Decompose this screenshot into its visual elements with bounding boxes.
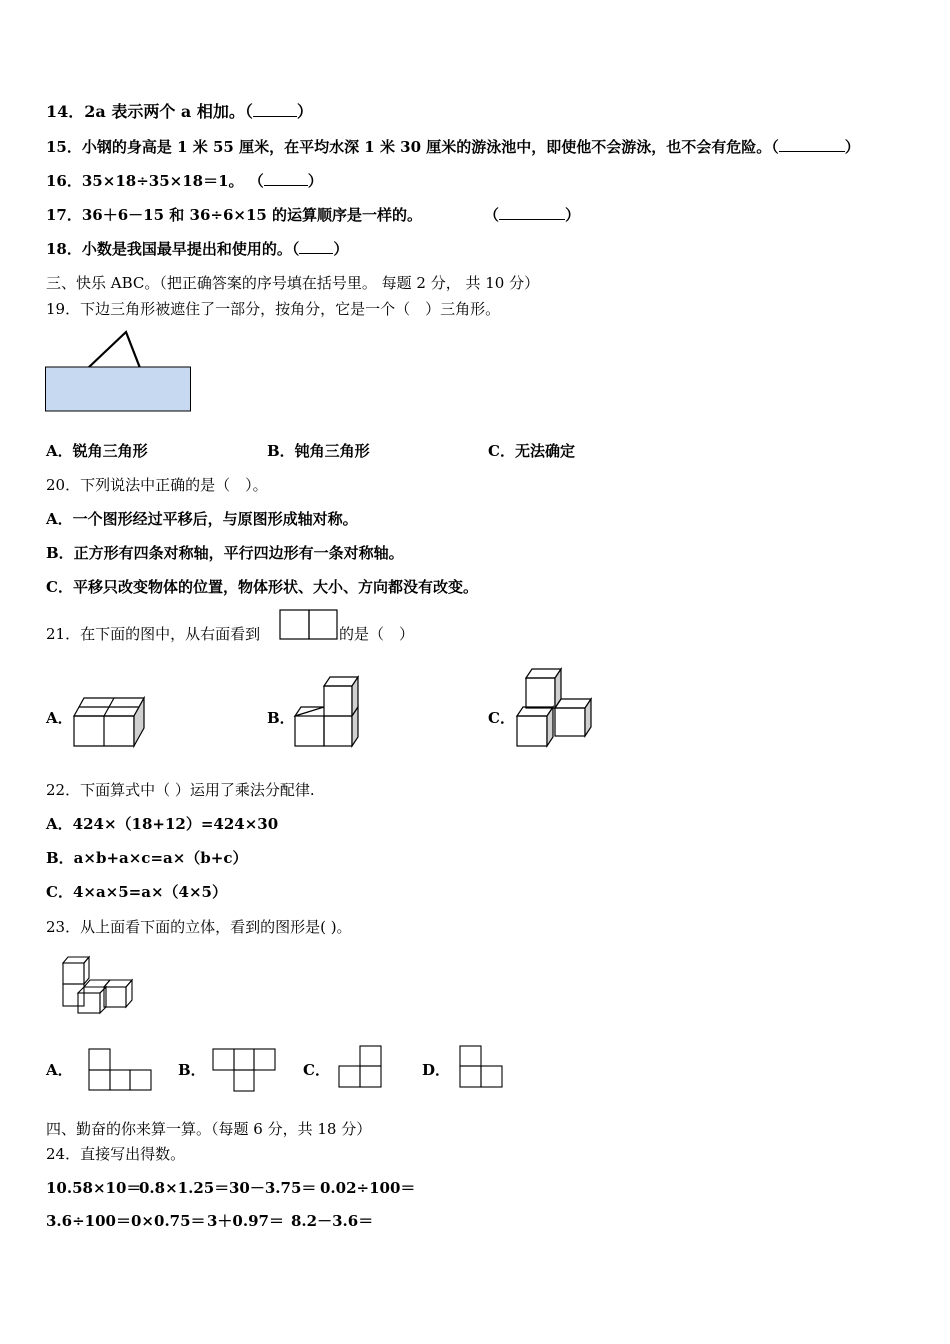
q23-option-d-figure[interactable] (459, 1045, 505, 1089)
q14-text: 2a 表示两个 a 相加。（ (84, 102, 253, 121)
question-15 (46, 137, 860, 157)
q22-option-c[interactable]: C．4×a×5=a×（4×5） (46, 883, 227, 901)
q21-stem-after: 的是（ ） (339, 625, 415, 643)
q17-bracket (484, 205, 580, 225)
q23-label-b[interactable]: B． (178, 1061, 206, 1079)
q24-expr-3[interactable]: 30－3.75＝ (229, 1179, 317, 1197)
question-18 (46, 239, 348, 259)
q21-option-b-figure[interactable] (290, 674, 370, 750)
question-14 (46, 102, 313, 122)
q16-close: ） (307, 172, 323, 190)
q21-option-c-figure[interactable] (512, 666, 598, 750)
q17-open: （ (484, 206, 500, 224)
q24-expr-8[interactable]: 8.2－3.6＝ (291, 1212, 374, 1230)
question-16 (46, 171, 323, 191)
q19-option-a[interactable]: A．锐角三角形 (46, 442, 148, 460)
q19-stem: 19．下边三角形被遮住了一部分，按角分，它是一个（ ）三角形。 (46, 300, 501, 318)
q18-number: 18． (46, 240, 82, 258)
q24-expr-1[interactable]: 10.58×10＝ (46, 1179, 142, 1197)
q23-solid-figure (58, 952, 138, 1018)
q23-label-d[interactable]: D． (422, 1061, 451, 1079)
q21-label-c[interactable]: C． (488, 709, 515, 727)
triangle-visible-sides (88, 332, 140, 368)
q20-option-b[interactable]: B．正方形有四条对称轴，平行四边形有一条对称轴。 (46, 544, 404, 562)
q24-stem: 24．直接写出得数。 (46, 1145, 186, 1163)
q19-option-c[interactable]: C．无法确定 (488, 442, 575, 460)
q21-label-b[interactable]: B． (267, 709, 295, 727)
q19-option-b[interactable]: B．钝角三角形 (267, 442, 370, 460)
q18-text: 小数是我国最早提出和使用的。（ (81, 240, 300, 258)
q16-number: 16． (46, 172, 82, 190)
q20-option-a[interactable]: A．一个图形经过平移后，与原图形成轴对称。 (46, 510, 358, 528)
q15-text: 小钢的身高是 1 米 55 厘米，在平均水深 1 米 30 厘米的游泳池中，即使他不会游泳，也不会有危险。（ (81, 138, 779, 156)
q23-label-a[interactable]: A． (46, 1061, 73, 1079)
question-17 (46, 205, 422, 225)
q22-option-a[interactable]: A．424×（18+12）=424×30 (46, 815, 279, 833)
q14-close: ） (296, 102, 313, 121)
section-4-heading: 四、勤奋的你来算一算。（每题 6 分，共 18 分） (46, 1120, 372, 1138)
q24-expr-5[interactable]: 3.6÷100＝ (46, 1212, 131, 1230)
q16-text: 35×18÷35×18＝1。 （ (81, 172, 264, 190)
q21-label-a[interactable]: A． (46, 709, 73, 727)
cover-rectangle (46, 367, 191, 411)
q15-answer-blank[interactable] (779, 137, 845, 152)
q18-answer-blank[interactable] (299, 239, 333, 254)
q23-label-c[interactable]: C． (303, 1061, 330, 1079)
q21-stem-before: 21．在下面的图中，从右面看到 (46, 625, 261, 643)
q22-option-b[interactable]: B．a×b+a×c=a×（b+c） (46, 849, 248, 867)
q22-stem: 22．下面算式中（ ）运用了乘法分配律. (46, 781, 315, 799)
q18-close: ） (333, 240, 349, 258)
q24-expr-2[interactable]: 0.8×1.25＝ (139, 1179, 230, 1197)
q24-expr-7[interactable]: 3＋0.97＝ (207, 1212, 284, 1230)
q16-answer-blank[interactable] (264, 171, 308, 186)
q23-option-a-figure[interactable] (88, 1048, 154, 1092)
q17-number: 17． (46, 206, 82, 224)
q15-number: 15． (46, 138, 82, 156)
q14-answer-blank[interactable] (253, 102, 297, 117)
q21-option-a-figure[interactable] (70, 690, 156, 752)
q21-right-view-figure (279, 609, 339, 641)
q20-option-c[interactable]: C．平移只改变物体的位置，物体形状、大小、方向都没有改变。 (46, 578, 478, 596)
q17-answer-blank[interactable] (499, 205, 565, 220)
q20-stem: 20．下列说法中正确的是（ ）。 (46, 476, 268, 494)
q15-close: ） (844, 138, 860, 156)
q23-option-b-figure[interactable] (212, 1048, 278, 1094)
q24-expr-6[interactable]: 0×0.75＝ (131, 1212, 206, 1230)
q14-number: 14． (46, 102, 85, 121)
q23-stem: 23．从上面看下面的立体，看到的图形是( )。 (46, 918, 352, 936)
q17-close: ） (565, 206, 581, 224)
q17-text: 36＋6－15 和 36÷6×15 的运算顺序是一样的。 (81, 206, 423, 224)
q24-expr-4[interactable]: 0.02÷100＝ (320, 1179, 416, 1197)
q19-triangle-figure (44, 330, 194, 414)
section-3-heading: 三、快乐 ABC。（把正确答案的序号填在括号里。 每题 2 分， 共 10 分） (46, 274, 540, 292)
q23-option-c-figure[interactable] (338, 1045, 384, 1089)
